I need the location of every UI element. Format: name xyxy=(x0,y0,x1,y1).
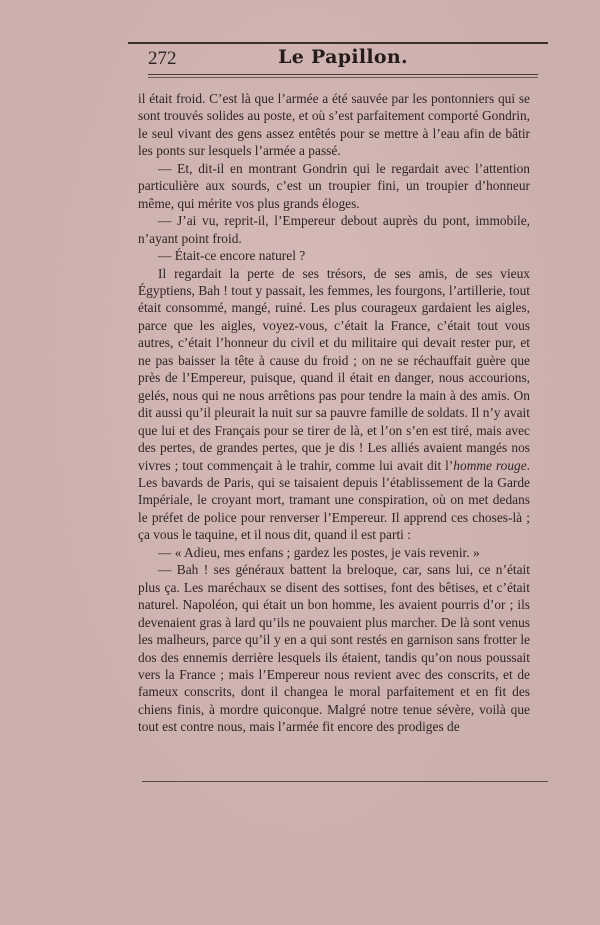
running-title: Le Papillon. xyxy=(278,46,408,68)
text-run: — « Adieu, mes enfans ; gardez les postes, je vais revenir. » xyxy=(158,544,480,560)
paragraph xyxy=(138,90,530,160)
paragraph xyxy=(138,544,530,561)
text-run: Il regardait la perte de ses trésors, de ses amis, de ses vieux Égyptiens, Bah ! tout y passait, les femmes, les fourgons, l’artillerie, tout était consommé, mangé, ruiné. Les plus courageux gardaient les aigles, parce que les aigles, voyez-vous, c’était la France, c’était tout vous autres, c’était l’honneur du civil et du militaire qui devait rester pur, et ne pas baisser la tête à cause du froid ; on ne se réchauffait guère que près de l’Empereur, puisque, quand il était en danger, nous accourions, gelés, nous qui ne nous arrêtions pas pour tendre la main à des amis. On dit aussi qu’il pleurait la nuit sur sa pauvre famille de soldats. Il n’y avait que lui et des Français pour se tirer de là, et l’on s’en est tiré, mais avec des pertes, de grandes pertes, que je dis ! Les alliés avaient mangés nos vivres ; tout commençait à le trahir, comme lui avait dit l’ xyxy=(138,265,530,473)
paragraph xyxy=(138,561,530,736)
header-rule xyxy=(148,74,538,75)
text-run: — Bah ! ses généraux battent la breloque, car, sans lui, ce n’était plus ça. Les maréchaux se disent des sottises, font des bêtises, et c’était naturel. Napoléon, qui était un bon homme, les avaient pourris d’or ; ils devenaient gras à lard qu’ils ne pouvaient plus marcher. De là sont venus les malheurs, parce qu’il y en a qui sont restés en garnison sans frotter le dos des ennemis derrière lesquels ils étaient, tandis qu’on nous poussait vers la France ; mais l’Empereur nous revient avec des conscrits, et de fameux conscrits, dont il changea le moral parfaitement et en fit des chiens finis, à mordre quiconque. Malgré notre tenue sévère, voilà que tout est contre nous, mais l’armée fit encore des prodiges de xyxy=(138,562,530,735)
paragraph xyxy=(138,265,530,544)
header-rule-secondary xyxy=(148,77,538,78)
page-header xyxy=(148,46,538,72)
body-text xyxy=(138,90,530,736)
text-run: — J’ai vu, reprit-il, l’Empereur debout auprès du pont, immobile, n’ayant point froid. xyxy=(138,213,530,246)
page-number: 272 xyxy=(148,48,177,69)
italic-phrase: homme rouge xyxy=(453,457,527,473)
paragraph xyxy=(138,247,530,264)
text-run: — Et, dit-il en montrant Gondrin qui le regardait avec l’attention particulière aux sourds, c’est un troupier fini, un troupier d’honneur même, qui mérite vos plus grands éloges. xyxy=(138,160,530,211)
top-rule xyxy=(128,42,548,44)
text-run: — Était-ce encore naturel ? xyxy=(158,248,306,264)
text-run: . Les bavards de Paris, qui se taisaient depuis l’établissement de la Garde Impériale, le croyant mort, tramant une conspiration, où on met dedans le préfet de police pour renverser l’Empereur. Il apprend ces choses-là ; ça vous le taquine, et il nous dit, quand il est parti : xyxy=(138,457,531,543)
paragraph xyxy=(138,160,530,212)
text-run: il était froid. C’est là que l’armée a été sauvée par les pontonniers qui se sont trouvés solides au poste, et où s’est parfaitement comporté Gondrin, le seul vivant des gens assez entêtés pour se mettre à l’eau afin de bâtir les ponts sur lesquels l’armée a passé. xyxy=(138,91,530,159)
bottom-rule xyxy=(142,781,548,782)
paragraph xyxy=(138,212,530,247)
